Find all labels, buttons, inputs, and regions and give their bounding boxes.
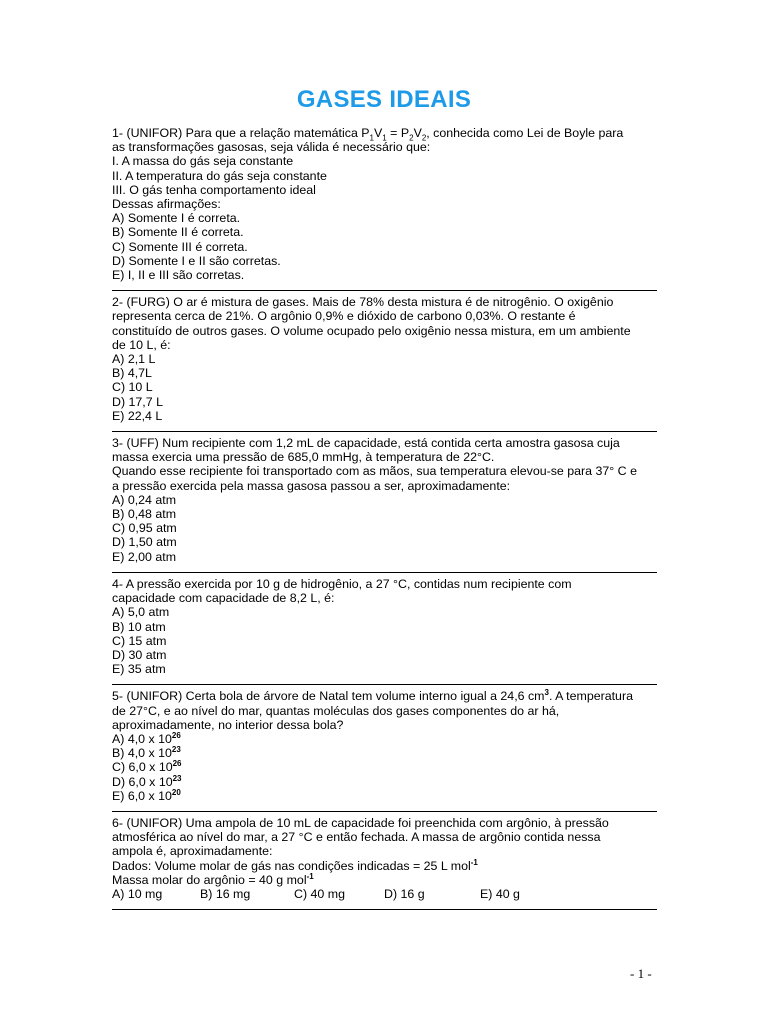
option-e: E) 22,4 L	[112, 408, 163, 423]
option-d: D) 17,7 L	[112, 394, 163, 409]
question-3-text: massa exercia uma pressão de 685,0 mmHg, à temperatura de 22°C.	[112, 450, 495, 465]
question-6-data: Dados: Volume molar de gás nas condições indicadas = 25 L mol$^{-1}$	[112, 857, 478, 873]
page-number: - 1 -	[630, 966, 652, 981]
option-b: B) Somente II é correta.	[112, 225, 244, 240]
option-a: A) 0,24 atm	[112, 492, 177, 507]
option-e: E) 35 atm	[112, 662, 166, 677]
option-a: A) Somente I é correta.	[112, 211, 241, 226]
option-d: D) 6,0 x $10^{23}$	[112, 773, 182, 789]
option-a: A) 4,0 x $10^{26}$	[112, 730, 181, 746]
option-b: B) 0,48 atm	[112, 507, 177, 522]
question-6-text: atmosférica ao nível do mar, a 27 °C e então fechada. A massa de argônio contida nessa	[112, 830, 601, 845]
question-2-text: representa cerca de 21%. O argônio 0,9% e dióxido de carbono 0,03%. O restante é	[112, 309, 576, 324]
option-c: C) 10 L	[112, 380, 153, 395]
question-2	[112, 295, 672, 423]
question-5	[112, 689, 672, 803]
option-c: C) 0,95 atm	[112, 521, 177, 536]
question-1-text: Dessas afirmações:	[112, 197, 221, 212]
question-5-text: de 27°C, e ao nível do mar, quantas moléculas dos gases componentes do ar há,	[112, 703, 560, 718]
divider	[112, 564, 657, 573]
question-6	[112, 816, 672, 901]
option-e: E) 6,0 x $10^{20}$	[112, 787, 181, 803]
option-c: C) 40 mg	[294, 886, 345, 901]
divider	[112, 676, 657, 685]
option-b: B) 4,7L	[112, 366, 152, 381]
question-list	[112, 126, 672, 914]
divider	[112, 901, 657, 910]
option-d: D) Somente I e II são corretas.	[112, 253, 281, 268]
option-a: A) 2,1 L	[112, 352, 156, 367]
question-6-data: Massa molar do argônio = 40 g mol$^{-1}$	[112, 871, 314, 887]
divider	[112, 282, 657, 291]
question-3-text: 3- (UFF) Num recipiente com 1,2 mL de capacidade, está contida certa amostra gasosa cuja	[112, 436, 620, 451]
question-6-text: 6- (UNIFOR) Uma ampola de 10 mL de capacidade foi preenchida com argônio, à pressão	[112, 815, 609, 830]
option-c: C) 15 atm	[112, 633, 167, 648]
option-c: C) Somente III é correta.	[112, 239, 248, 254]
divider	[112, 423, 657, 432]
option-e: E) 2,00 atm	[112, 549, 177, 564]
divider	[112, 803, 657, 812]
question-4-text: capacidade com capacidade de 8,2 L, é:	[112, 591, 335, 606]
statement-iii: III. O gás tenha comportamento ideal	[112, 182, 316, 197]
question-1	[112, 126, 672, 282]
option-c: C) 6,0 x $10^{26}$	[112, 759, 182, 775]
option-a: A) 5,0 atm	[112, 605, 170, 620]
question-2-text: 2- (FURG) O ar é mistura de gases. Mais de 78% desta mistura é de nitrogênio. O oxigênio	[112, 295, 614, 310]
option-b: B) 10 atm	[112, 619, 166, 634]
option-d: D) 30 atm	[112, 647, 167, 662]
option-d: D) 16 g	[384, 886, 425, 901]
question-2-text: de 10 L, é:	[112, 337, 171, 352]
question-3-text: a pressão exercida pela massa gasosa passou a ser, aproximadamente:	[112, 478, 511, 493]
option-e: E) 40 g	[480, 886, 520, 901]
question-3-text: Quando esse recipiente foi transportado com as mãos, sua temperatura elevou-se para 37° C e	[112, 464, 637, 479]
options-row	[112, 887, 672, 901]
question-4	[112, 577, 672, 676]
option-b: B) 16 mg	[200, 886, 251, 901]
question-5-text: 5- (UNIFOR) Certa bola de árvore de Natal tem volume interno igual a 24,6 $cm^3$. A temperatura	[112, 688, 633, 704]
question-4-text: 4- A pressão exercida por 10 g de hidrogênio, a 27 °C, contidas num recipiente com	[112, 576, 572, 591]
question-6-text: ampola é, aproximadamente:	[112, 844, 273, 859]
question-1-text: as transformações gasosas, seja válida é necessário que:	[112, 140, 431, 155]
option-d: D) 1,50 atm	[112, 535, 177, 550]
option-b: B) 4,0 x $10^{23}$	[112, 745, 181, 761]
question-1-stem: 1- (UNIFOR) Para que a relação matemática $P_1V_1 = P_2V_2$, conhecida como Lei de Boyle para	[112, 126, 624, 143]
statement-i: I. A massa do gás seja constante	[112, 154, 294, 169]
statement-ii: II. A temperatura do gás seja constante	[112, 168, 327, 183]
question-5-text: aproximadamente, no interior dessa bola?	[112, 717, 344, 732]
option-a: A) 10 mg	[112, 886, 163, 901]
question-2-text: constituído de outros gases. O volume ocupado pelo oxigênio nessa mistura, em um ambiente	[112, 323, 631, 338]
option-e: E) I, II e III são corretas.	[112, 268, 245, 283]
page-title: GASES IDEAIS	[296, 86, 472, 113]
question-3	[112, 436, 672, 564]
